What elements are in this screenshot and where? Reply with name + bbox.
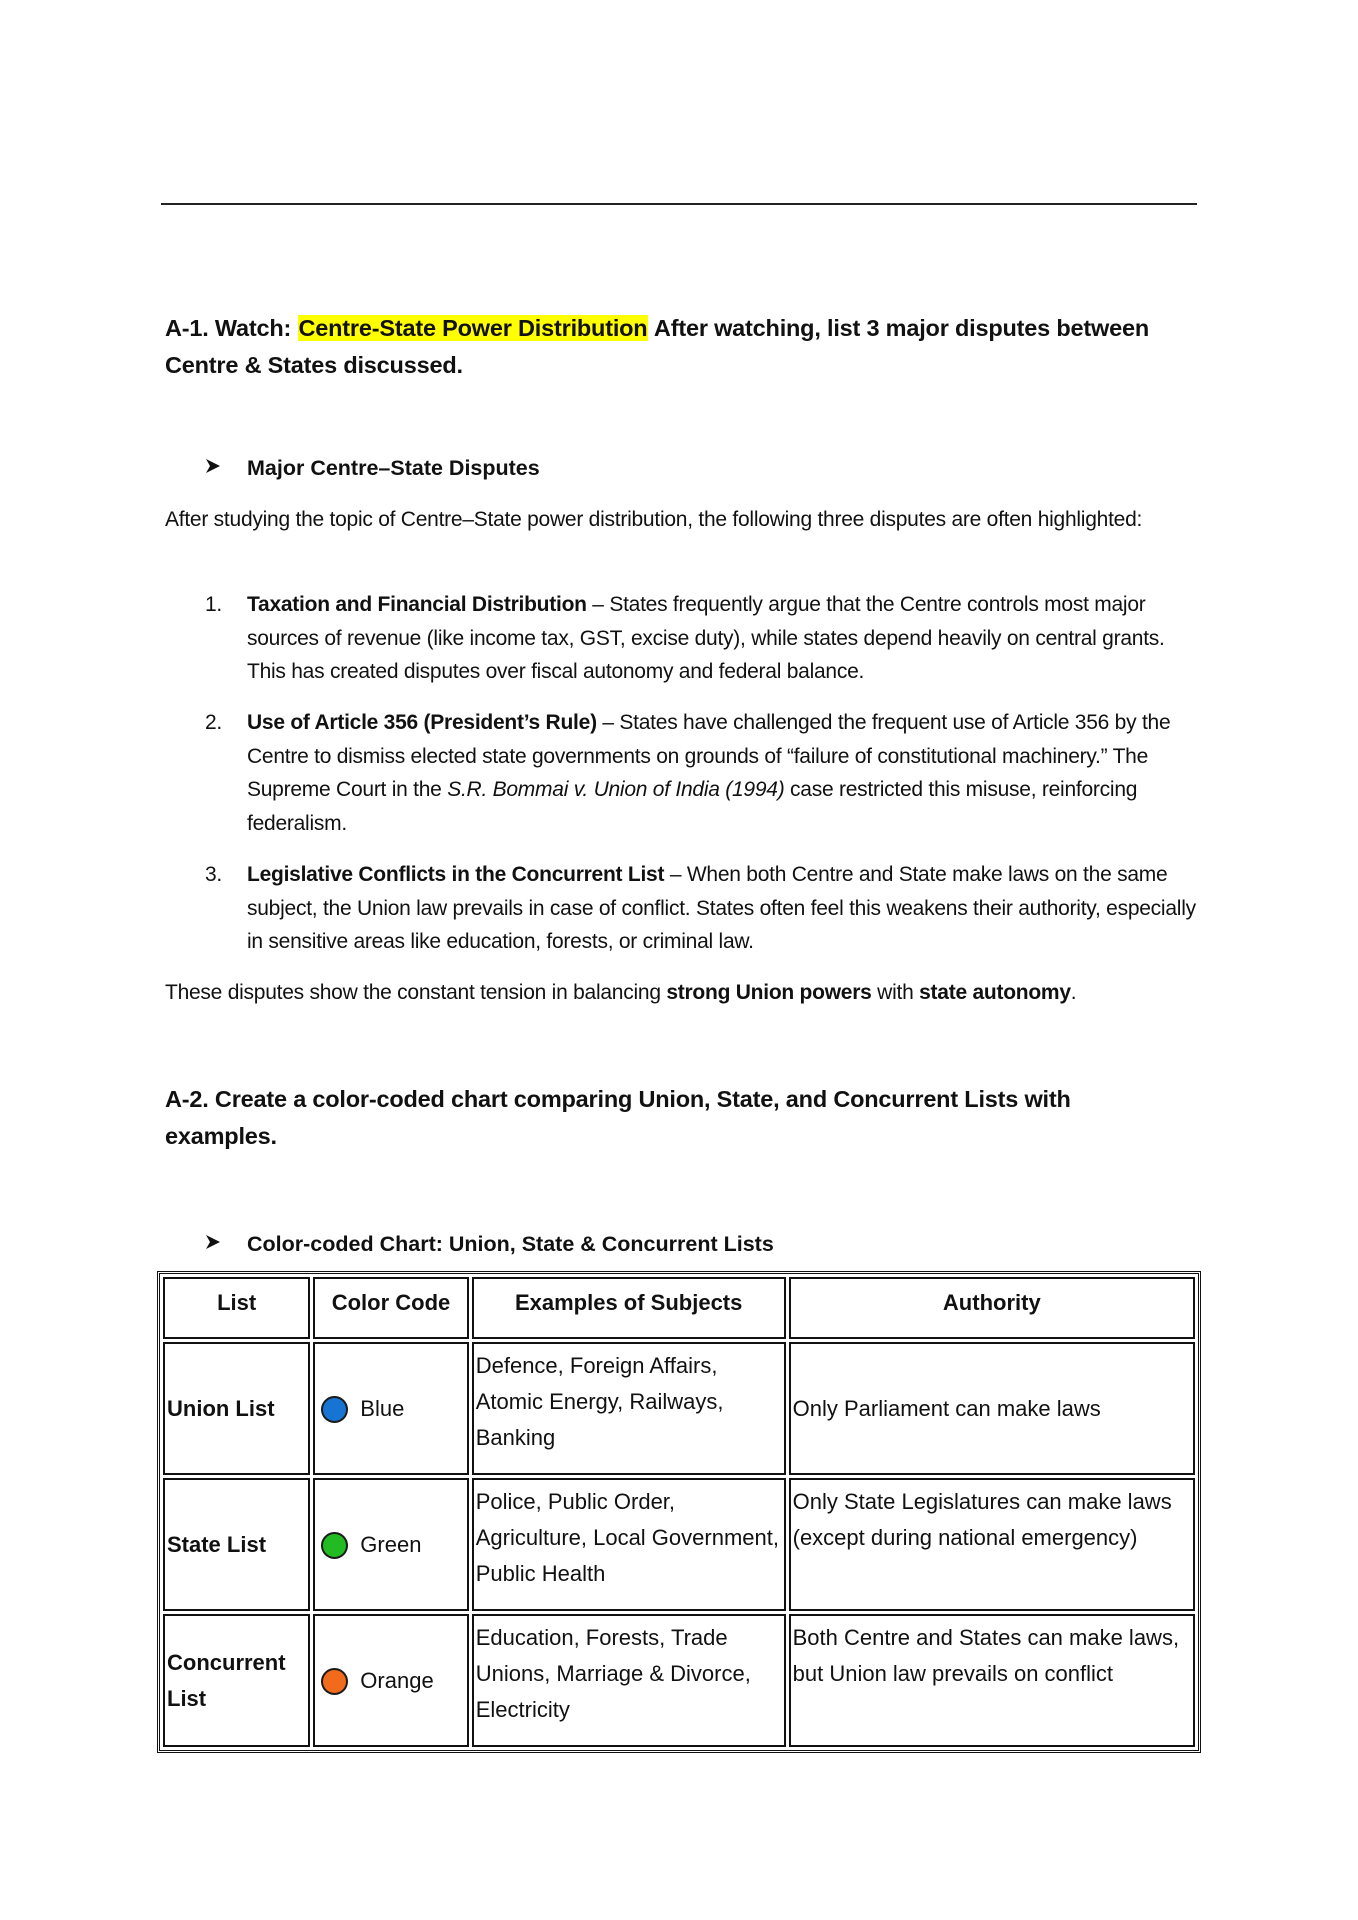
a1-suffix: After watching, list 3 major disputes between xyxy=(648,315,1149,341)
list-name: Union List xyxy=(163,1342,310,1475)
list-name: Concurrent List xyxy=(163,1614,310,1747)
dispute-item-2 xyxy=(205,706,1205,840)
item-number: 2. xyxy=(205,711,223,734)
table-row-state xyxy=(163,1478,1195,1611)
section-a1-heading xyxy=(165,310,1205,384)
table-row-union xyxy=(163,1342,1195,1475)
header-authority: Authority xyxy=(789,1277,1195,1339)
arrowhead-bullet-icon xyxy=(205,453,247,483)
item-text-after: case restricted this misuse, reinforcing federalism. xyxy=(247,778,1138,835)
a1-video-title-highlight: Centre-State Power Distribution xyxy=(298,315,648,341)
disputes-subheading xyxy=(205,453,540,483)
disputes-title: Major Centre–State Disputes xyxy=(247,456,540,480)
dispute-item-1 xyxy=(205,588,1205,689)
section-a2-heading xyxy=(165,1081,1205,1155)
chart-title: Color-coded Chart: Union, State & Concurrent Lists xyxy=(247,1232,774,1256)
conclusion-text: These disputes show the constant tension in balancing xyxy=(165,981,667,1004)
color-name: Blue xyxy=(360,1395,405,1421)
conclusion-text-mid: with xyxy=(871,981,920,1004)
header-rule xyxy=(161,203,1197,205)
a2-line1: A-2. Create a color-coded chart comparing Union, State, and Concurrent Lists with xyxy=(165,1086,1071,1112)
table-header-row xyxy=(163,1277,1195,1339)
authority-cell: Only Parliament can make laws xyxy=(789,1342,1195,1475)
authority-cell: Only State Legislatures can make laws (except during national emergency) xyxy=(789,1478,1195,1611)
item-text: – States have challenged the frequent use of Article 356 by the Centre to dismiss elected state governments on grounds of “failure of constitutional machinery.” The Supreme Court in the xyxy=(247,711,1171,801)
disputes-conclusion xyxy=(165,976,1205,1010)
color-code-cell xyxy=(313,1614,468,1747)
list-name: State List xyxy=(163,1478,310,1611)
chart-subheading xyxy=(205,1229,774,1259)
conclusion-emphasis-2: state autonomy xyxy=(919,981,1071,1004)
color-code-cell xyxy=(313,1478,468,1611)
lists-comparison-table xyxy=(157,1271,1201,1753)
color-name: Green xyxy=(360,1531,422,1557)
header-color-code: Color Code xyxy=(313,1277,468,1339)
header-examples: Examples of Subjects xyxy=(472,1277,786,1339)
case-citation: S.R. Bommai v. Union of India (1994) xyxy=(447,778,785,801)
examples-cell: Police, Public Order, Agriculture, Local Government, Public Health xyxy=(472,1478,786,1611)
a2-line2: examples. xyxy=(165,1123,277,1149)
color-code-cell xyxy=(313,1342,468,1475)
item-text: – States frequently argue that the Centre controls most major sources of revenue (like income tax, GST, excise duty), while states depend heavily on central grants. This has created disputes over fiscal autonomy and federal balance. xyxy=(247,593,1165,683)
examples-cell: Education, Forests, Trade Unions, Marriage & Divorce, Electricity xyxy=(472,1614,786,1747)
item-number: 1. xyxy=(205,593,223,616)
blue-circle-icon xyxy=(321,1396,348,1423)
a1-line2: Centre & States discussed. xyxy=(165,352,463,378)
table-row-concurrent xyxy=(163,1614,1195,1747)
examples-cell: Defence, Foreign Affairs, Atomic Energy, Railways, Banking xyxy=(472,1342,786,1475)
disputes-intro: After studying the topic of Centre–State power distribution, the following three disputes are often highlighted: xyxy=(165,508,1143,531)
item-title: Taxation and Financial Distribution xyxy=(247,593,587,616)
item-text: – When both Centre and State make laws on the same subject, the Union law prevails in case of conflict. States often feel this weakens their authority, especially in sensitive areas like education, forests, or criminal law. xyxy=(247,863,1196,953)
item-number: 3. xyxy=(205,863,223,886)
authority-cell: Both Centre and States can make laws, but Union law prevails on conflict xyxy=(789,1614,1195,1747)
item-title: Use of Article 356 (President’s Rule) xyxy=(247,711,597,734)
green-circle-icon xyxy=(321,1532,348,1559)
dispute-item-3 xyxy=(205,858,1205,959)
conclusion-emphasis-1: strong Union powers xyxy=(666,981,872,1004)
conclusion-end: . xyxy=(1070,981,1077,1004)
color-name: Orange xyxy=(360,1667,434,1693)
a1-prefix: A-1. Watch: xyxy=(165,315,298,341)
arrowhead-bullet-icon xyxy=(205,1229,247,1259)
orange-circle-icon xyxy=(321,1668,348,1695)
item-title: Legislative Conflicts in the Concurrent List xyxy=(247,863,665,886)
header-list: List xyxy=(163,1277,310,1339)
